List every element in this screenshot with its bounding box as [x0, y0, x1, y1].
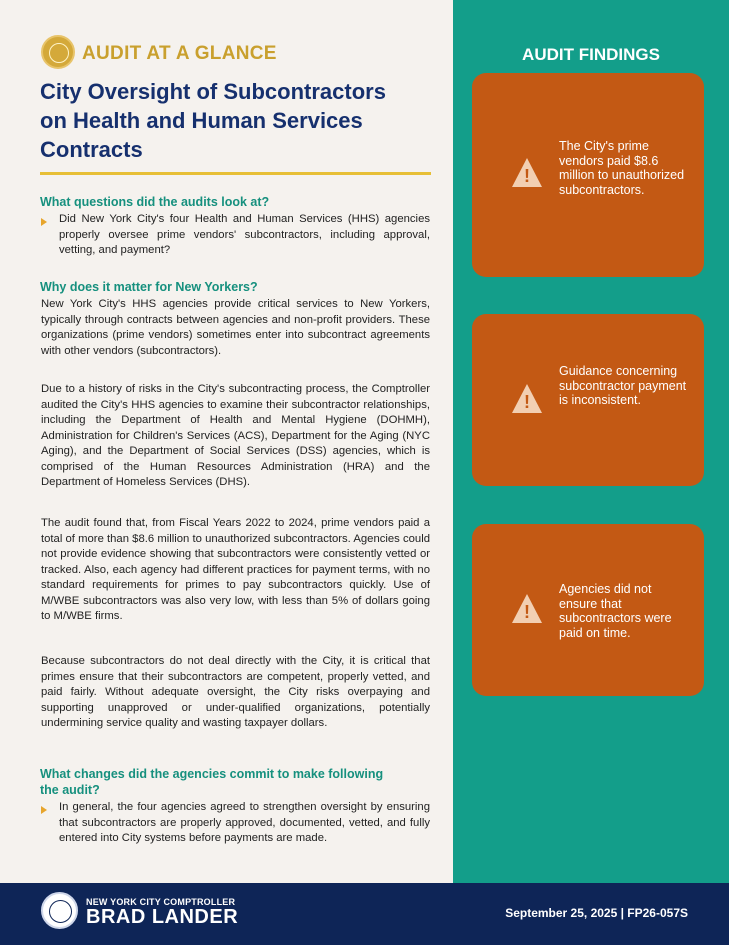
paragraph: Because subcontractors do not deal directly with the City, it is critical that primes ensure that their subcontractors are competent, properly vetted, and paid fairly. Without adequate oversight, the City risks overpaying and supporting unapproved or under-qualified organizations, potentially undermining service quality and wasting taxpayer dollars. [41, 655, 430, 729]
page-title [40, 77, 440, 164]
paragraph: The audit found that, from Fiscal Years 2022 to 2024, prime vendors paid a total of more than $8.6 million to unauthorized subcontractors. Agencies could not provide evidence showing that subcontractors were consistently vetted or tracked. Also, each agency had different practices for payment terms, with no standard requirements for primes to pay subcontractors quickly. Use of M/WBE subcontractors was also very low, with less than 5% of dollars going to M/WBE firms. [41, 517, 430, 622]
title-line: Contracts [40, 137, 143, 162]
bullet-arrow-icon [41, 806, 47, 814]
finding-text: Agencies did not ensure that subcontractors were paid on time. [559, 582, 672, 640]
footer-office: NEW YORK CITY COMPTROLLER [86, 897, 236, 907]
paragraph: New York City's HHS agencies provide critical services to New Yorkers, typically through contracts between agencies and non-profit providers. These organizations (prime vendors) sometimes enter into subcontract agreements with other vendors (subcontractors). [41, 298, 430, 357]
section-label: AUDIT AT A GLANCE [82, 43, 277, 64]
section-heading-questions: What questions did the audits look at? [40, 195, 270, 209]
warning-exclamation: ! [524, 602, 530, 622]
warning-exclamation: ! [524, 166, 530, 186]
comptroller-seal-icon [41, 35, 75, 69]
warning-exclamation: ! [524, 392, 530, 412]
section-heading-changes [40, 766, 383, 798]
footer-date-reference: September 25, 2025 | FP26-057S [505, 906, 688, 920]
heading-line: the audit? [40, 783, 100, 797]
bullet-text: Did New York City's four Health and Human Services (HHS) agencies properly oversee prime vendors' subcontractors, including approval, vetting, and payment? [59, 213, 430, 256]
heading-line: What changes did the agencies commit to make following [40, 767, 384, 781]
section-heading-why: Why does it matter for New Yorkers? [40, 280, 258, 294]
findings-title: AUDIT FINDINGS [522, 45, 660, 64]
footer-name: BRAD LANDER [86, 906, 239, 928]
finding-card [472, 524, 704, 696]
title-line: City Oversight of Subcontractors [40, 79, 386, 104]
paragraph: Due to a history of risks in the City's subcontracting process, the Comptroller audited the City's HHS agencies to examine their subcontractor relationships, including the Department of Health and Mental Hygiene (DOHMH), Administration for Children's Services (ACS), Department for the Aging (NYC Aging), and the Department of Social Services (DSS) agencies, which is comprised of the Human Resources Administration (HRA) and the Department of Homeless Services (DHS). [41, 383, 430, 488]
comptroller-seal-icon [41, 892, 78, 929]
finding-card [472, 314, 704, 486]
finding-text: The City's prime vendors paid $8.6 million to unauthorized subcontractors. [559, 139, 685, 197]
title-divider [40, 172, 431, 175]
bullet-text: In general, the four agencies agreed to strengthen oversight by ensuring that subcontractors are properly approved, documented, vetted, and fully entered into City systems before payments are made. [59, 801, 430, 844]
bullet-arrow-icon [41, 218, 47, 226]
finding-card [472, 73, 704, 277]
title-line: on Health and Human Services [40, 108, 363, 133]
finding-text: Guidance concerning subcontractor payment is inconsistent. [559, 364, 687, 407]
